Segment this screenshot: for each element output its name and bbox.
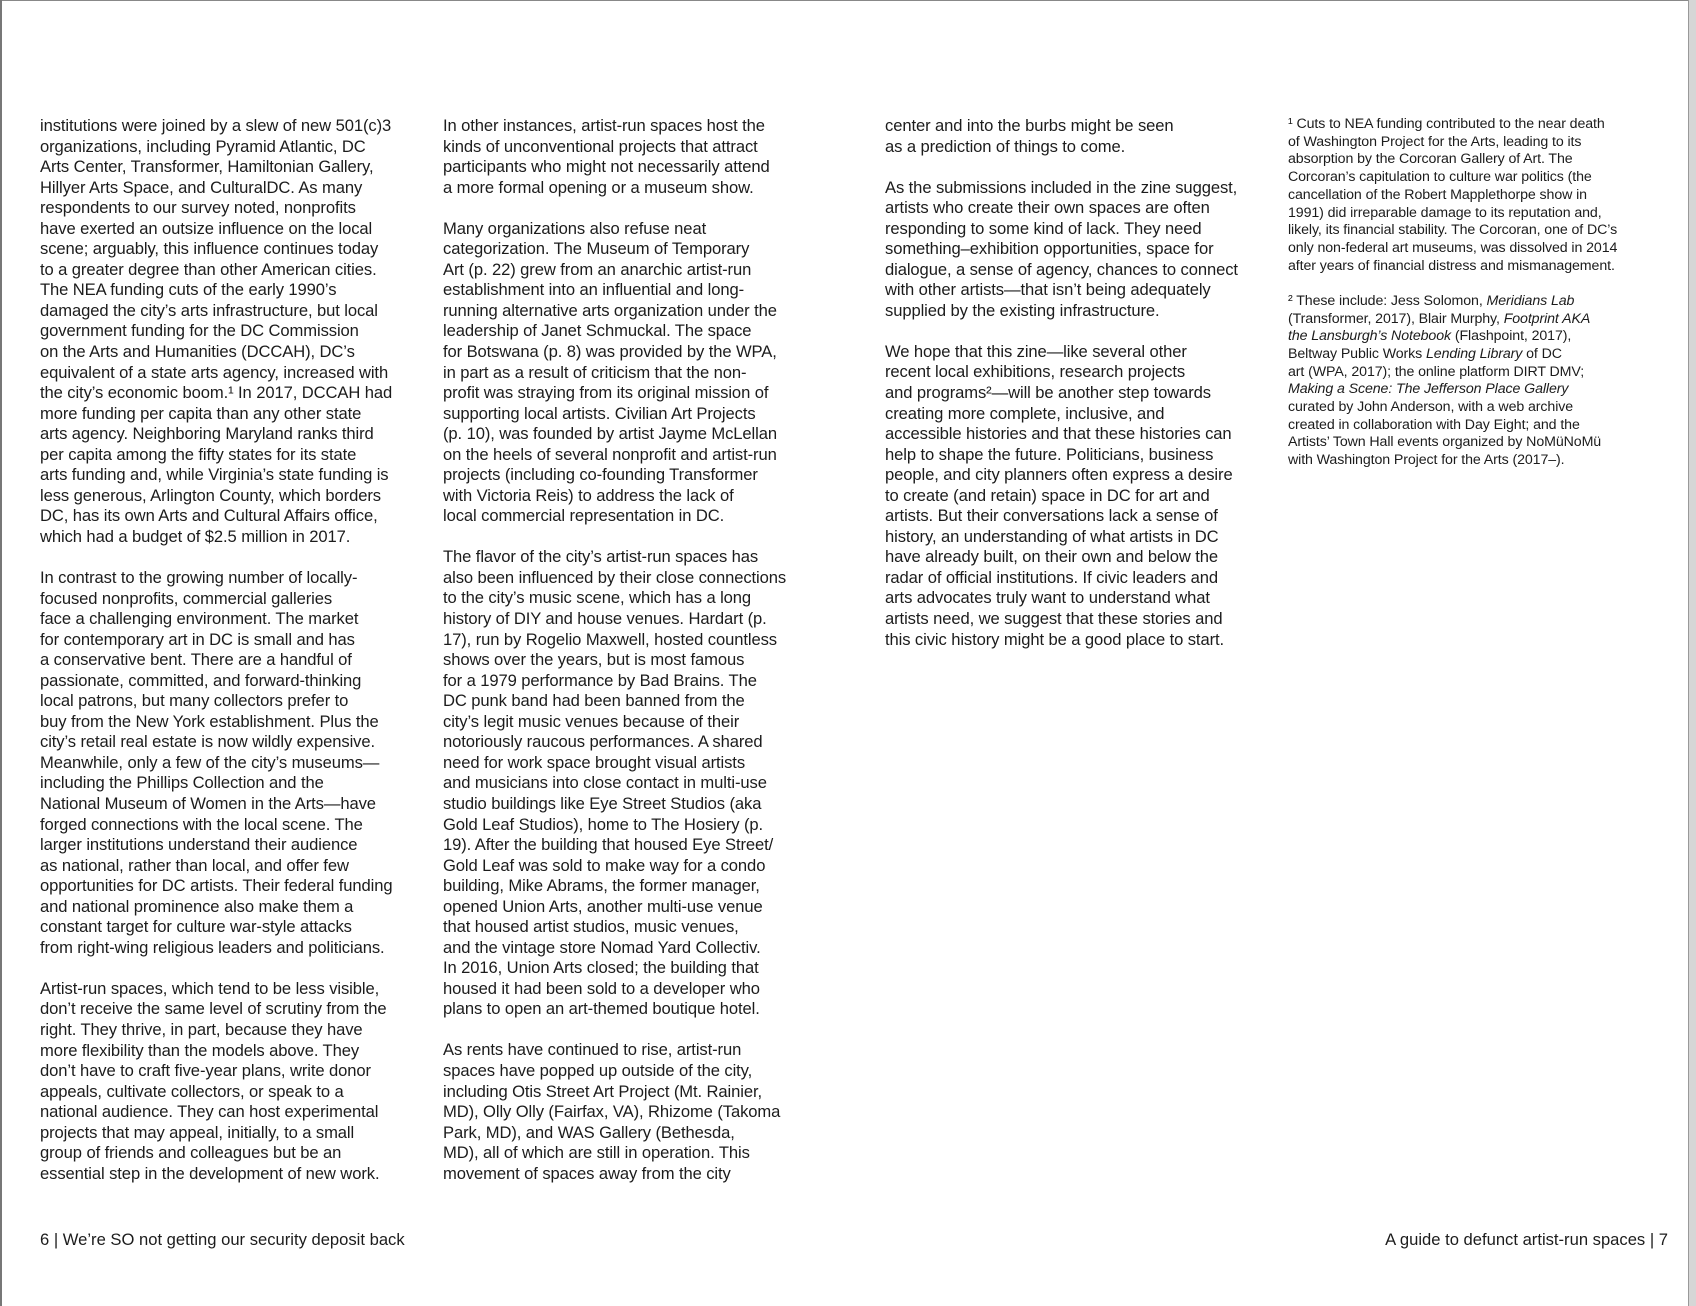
footnote-line: of Washington Project for the Arts, leading to its (1288, 133, 1582, 150)
text-line: As rents have continued to rise, artist-run (443, 1040, 742, 1060)
text-line: DC, has its own Arts and Cultural Affairs office, (40, 506, 378, 526)
text-line: artists who create their own spaces are often (885, 198, 1210, 218)
text-line: essential step in the development of new work. (40, 1163, 380, 1183)
footnote-line: Beltway Public Works Lending Library of DC (1288, 345, 1562, 362)
text-line: categorization. The Museum of Temporary (443, 239, 750, 259)
text-line: people, and city planners often express a desire (885, 465, 1233, 485)
text-line: history, an understanding of what artists in DC (885, 526, 1219, 546)
text-line: less generous, Arlington County, which borders (40, 485, 381, 505)
text-line: help to shape the future. Politicians, business (885, 444, 1214, 464)
footnote-line: the Lansburgh’s Notebook (Flashpoint, 2017), (1288, 328, 1572, 345)
text-line: In contrast to the growing number of locally- (40, 567, 358, 587)
paragraph (443, 1040, 786, 1184)
text-line: have already built, on their own and below the (885, 547, 1219, 567)
footnote-line: created in collaboration with Day Eight; and the (1288, 416, 1580, 433)
text-line: opportunities for DC artists. Their federal funding (40, 876, 393, 896)
text-line: more flexibility than the models above. They (40, 1040, 360, 1060)
text-line: with Victoria Reis) to address the lack of (443, 485, 734, 505)
text-line: Art (p. 22) grew from an anarchic artist-run (443, 259, 752, 279)
text-line: scene; arguably, this influence continues today (40, 239, 379, 259)
text-line: face a challenging environment. The market (40, 609, 359, 629)
text-line: per capita among the fifty states for its state (40, 444, 357, 464)
text-line: accessible histories and that these histories can (885, 424, 1232, 444)
page-border-left (0, 0, 2, 1306)
text-line: The NEA funding cuts of the early 1990’s (40, 280, 337, 300)
text-line: housed it had been sold to a developer who (443, 978, 760, 998)
text-line: supporting local artists. Civilian Art Projects (443, 403, 756, 423)
text-column-1 (40, 116, 392, 1205)
paragraph (40, 568, 392, 958)
text-line: arts funding and, while Virginia’s state funding is (40, 465, 389, 485)
text-line: city’s legit music venues because of their (443, 711, 740, 731)
paragraph (885, 116, 1238, 157)
text-line: from right-wing religious leaders and politicians. (40, 937, 385, 957)
text-line: dialogue, a sense of agency, chances to connect (885, 259, 1238, 279)
text-line: which had a budget of $2.5 million in 2017. (40, 526, 351, 546)
text-line: city’s retail real estate is now wildly expensive. (40, 732, 376, 752)
paragraph (443, 219, 786, 527)
text-line: more funding per capita than any other state (40, 403, 362, 423)
text-line: shows over the years, but is most famous (443, 650, 745, 670)
text-line: with other artists—that isn’t being adequately (885, 280, 1211, 300)
text-line: in part as a result of criticism that the non- (443, 362, 747, 382)
text-line: and programs²—will be another step towards (885, 383, 1211, 403)
text-line: Arts Center, Transformer, Hamiltonian Gallery, (40, 157, 374, 177)
text-line: spaces have popped up outside of the city, (443, 1061, 753, 1081)
text-line: passionate, committed, and forward-thinking (40, 670, 362, 690)
footnote-line: art (WPA, 2017); the online platform DIRT DMV; (1288, 363, 1585, 380)
text-line: national audience. They can host experimental (40, 1102, 379, 1122)
text-line: need for work space brought visual artists (443, 752, 746, 772)
text-line: leadership of Janet Schmuckal. The space (443, 321, 752, 341)
text-line: that housed artist studios, music venues, (443, 917, 739, 937)
text-line: center and into the burbs might be seen (885, 116, 1174, 135)
text-line: including the Phillips Collection and the (40, 773, 324, 793)
text-line: 19). After the building that housed Eye Street/ (443, 835, 774, 855)
text-line: respondents to our survey noted, nonprofits (40, 198, 356, 218)
text-line: to a greater degree than other American cities. (40, 259, 377, 279)
text-line: damaged the city’s arts infrastructure, but local (40, 300, 378, 320)
text-line: don’t have to craft five-year plans, write donor (40, 1061, 371, 1081)
footnote-line: with Washington Project for the Arts (2017–). (1288, 452, 1565, 469)
text-line: arts advocates truly want to understand what (885, 588, 1210, 608)
text-line: Artist-run spaces, which tend to be less visible, (40, 978, 380, 998)
text-line: artists. But their conversations lack a sense of (885, 506, 1218, 526)
text-column-2 (443, 116, 786, 1205)
paragraph (40, 116, 392, 547)
text-line: MD), all of which are still in operation. This (443, 1143, 750, 1163)
text-line: Gold Leaf Studios), home to The Hosiery (p. (443, 814, 764, 834)
footnote-line: Corcoran’s capitulation to culture war politics (the (1288, 169, 1592, 186)
text-line: constant target for culture war-style attacks (40, 917, 352, 937)
text-line: a conservative bent. There are a handful of (40, 650, 352, 670)
paragraph (885, 178, 1238, 322)
text-line: creating more complete, inclusive, and (885, 403, 1165, 423)
text-line: opened Union Arts, another multi-use venue (443, 896, 763, 916)
text-line: as national, rather than local, and offer few (40, 855, 349, 875)
paragraph (40, 979, 392, 1184)
text-line: larger institutions understand their audience (40, 835, 358, 855)
text-line: the city’s economic boom.¹ In 2017, DCCAH had (40, 383, 393, 403)
text-line: kinds of unconventional projects that attract (443, 136, 758, 156)
footnote-line: ² These include: Jess Solomon, Meridians Lab (1288, 292, 1575, 309)
text-line: building, Mike Abrams, the former manager, (443, 876, 760, 896)
footnote-line: Artists’ Town Hall events organized by NoMüNoMü (1288, 434, 1602, 451)
text-line: Many organizations also refuse neat (443, 218, 707, 238)
text-line: profit was straying from its original mission of (443, 383, 769, 403)
text-line: projects (including co-founding Transformer (443, 465, 758, 485)
text-line: a more formal opening or a museum show. (443, 177, 754, 197)
text-line: local commercial representation in DC. (443, 506, 725, 526)
scrollbar[interactable] (1688, 0, 1696, 1306)
text-line: government funding for the DC Commission (40, 321, 359, 341)
text-column-3 (885, 116, 1238, 671)
text-line: In other instances, artist-run spaces host the (443, 116, 765, 135)
text-line: group of friends and colleagues but be an (40, 1143, 342, 1163)
text-line: and musicians into close contact in multi-use (443, 773, 767, 793)
text-line: Hillyer Arts Space, and CulturalDC. As many (40, 177, 363, 197)
text-line: for contemporary art in DC is small and has (40, 629, 355, 649)
text-line: recent local exhibitions, research projects (885, 362, 1186, 382)
text-line: and national prominence also make them a (40, 896, 354, 916)
text-line: history of DIY and house venues. Hardart (p. (443, 609, 767, 629)
footnote-line: absorption by the Corcoran Gallery of Art. The (1288, 151, 1573, 168)
text-line: as a prediction of things to come. (885, 136, 1126, 156)
footnote-line: ¹ Cuts to NEA funding contributed to the near death (1288, 116, 1605, 132)
text-line: (p. 10), was founded by artist Jayme McLellan (443, 424, 777, 444)
text-line: responding to some kind of lack. They need (885, 218, 1202, 238)
text-line: and the vintage store Nomad Yard Collectiv. (443, 937, 761, 957)
text-line: this civic history might be a good place to start. (885, 629, 1225, 649)
text-line: to create (and retain) space in DC for art and (885, 485, 1210, 505)
footer-left-page-number: 6 | We’re SO not getting our security deposit back (40, 1230, 405, 1249)
text-line: projects that may appeal, initially, to a small (40, 1122, 355, 1142)
text-line: to the city’s music scene, which has a long (443, 588, 752, 608)
footnote-2 (1288, 293, 1617, 470)
footnote-line: after years of financial distress and mismanagement. (1288, 257, 1615, 274)
text-line: running alternative arts organization under the (443, 300, 777, 320)
footnote-line: curated by John Anderson, with a web archive (1288, 399, 1574, 416)
footnote-line: 1991) did irreparable damage to its reputation and, (1288, 204, 1602, 221)
footnote-line: only non-federal art museums, was dissolved in 2014 (1288, 239, 1618, 256)
text-line: for a 1979 performance by Bad Brains. The (443, 670, 757, 690)
text-line: studio buildings like Eye Street Studios (aka (443, 793, 762, 813)
text-line: Gold Leaf was sold to make way for a condo (443, 855, 766, 875)
text-line: focused nonprofits, commercial galleries (40, 588, 333, 608)
text-line: buy from the New York establishment. Plus the (40, 711, 379, 731)
footnote-line: likely, its financial stability. The Corcoran, one of DC’s (1288, 222, 1618, 239)
text-line: also been influenced by their close connections (443, 567, 787, 587)
text-line: Park, MD), and WAS Gallery (Bethesda, (443, 1122, 735, 1142)
text-line: arts agency. Neighboring Maryland ranks third (40, 424, 374, 444)
text-line: on the heels of several nonprofit and artist-run (443, 444, 777, 464)
text-line: including Otis Street Art Project (Mt. Rainier, (443, 1081, 762, 1101)
text-line: 17), run by Rogelio Maxwell, hosted countless (443, 629, 778, 649)
page-border-top (0, 0, 1696, 1)
text-line: appeals, cultivate collectors, or speak to a (40, 1081, 344, 1101)
paragraph (443, 116, 786, 198)
text-line: In 2016, Union Arts closed; the building that (443, 958, 759, 978)
text-line: establishment into an influential and long- (443, 280, 745, 300)
text-line: movement of spaces away from the city (443, 1163, 731, 1183)
text-line: for Botswana (p. 8) was provided by the WPA, (443, 341, 777, 361)
footnotes-column (1288, 116, 1617, 487)
text-line: have exerted an outsize influence on the local (40, 218, 373, 238)
text-line: something–exhibition opportunities, space for (885, 239, 1214, 259)
text-line: MD), Olly Olly (Fairfax, VA), Rhizome (Takoma (443, 1102, 781, 1122)
text-line: notoriously raucous performances. A shared (443, 732, 763, 752)
paragraph (885, 342, 1238, 650)
footer-right-page-number: A guide to defunct artist-run spaces | 7 (1385, 1230, 1668, 1249)
text-line: National Museum of Women in the Arts—have (40, 794, 376, 813)
text-line: institutions were joined by a slew of new 501(c)3 (40, 116, 392, 135)
footnote-line: cancellation of the Robert Mapplethorpe show in (1288, 186, 1587, 203)
text-line: forged connections with the local scene. The (40, 814, 363, 834)
text-line: artists need, we suggest that these stories and (885, 609, 1223, 629)
text-line: As the submissions included in the zine suggest, (885, 177, 1238, 197)
text-line: plans to open an art-themed boutique hotel. (443, 999, 760, 1019)
text-line: local patrons, but many collectors prefer to (40, 691, 349, 711)
text-line: DC punk band had been banned from the (443, 691, 745, 711)
text-line: participants who might not necessarily attend (443, 157, 770, 177)
text-line: Meanwhile, only a few of the city’s museums— (40, 752, 380, 772)
text-line: We hope that this zine—like several other (885, 341, 1187, 361)
text-line: on the Arts and Humanities (DCCAH), DC’s (40, 342, 355, 362)
text-line: right. They thrive, in part, because they have (40, 1019, 363, 1039)
text-line: equivalent of a state arts agency, increased with (40, 362, 389, 382)
text-line: The flavor of the city’s artist-run spaces has (443, 547, 759, 567)
text-line: radar of official institutions. If civic leaders and (885, 567, 1218, 587)
text-line: supplied by the existing infrastructure. (885, 300, 1160, 320)
footnote-line: (Transformer, 2017), Blair Murphy, Footprint AKA (1288, 310, 1591, 327)
text-line: don’t receive the same level of scrutiny from the (40, 999, 387, 1019)
paragraph (443, 547, 786, 1020)
text-line: organizations, including Pyramid Atlantic, DC (40, 136, 366, 156)
footnote-1 (1288, 116, 1617, 275)
footnote-line: Making a Scene: The Jefferson Place Gallery (1288, 381, 1569, 398)
